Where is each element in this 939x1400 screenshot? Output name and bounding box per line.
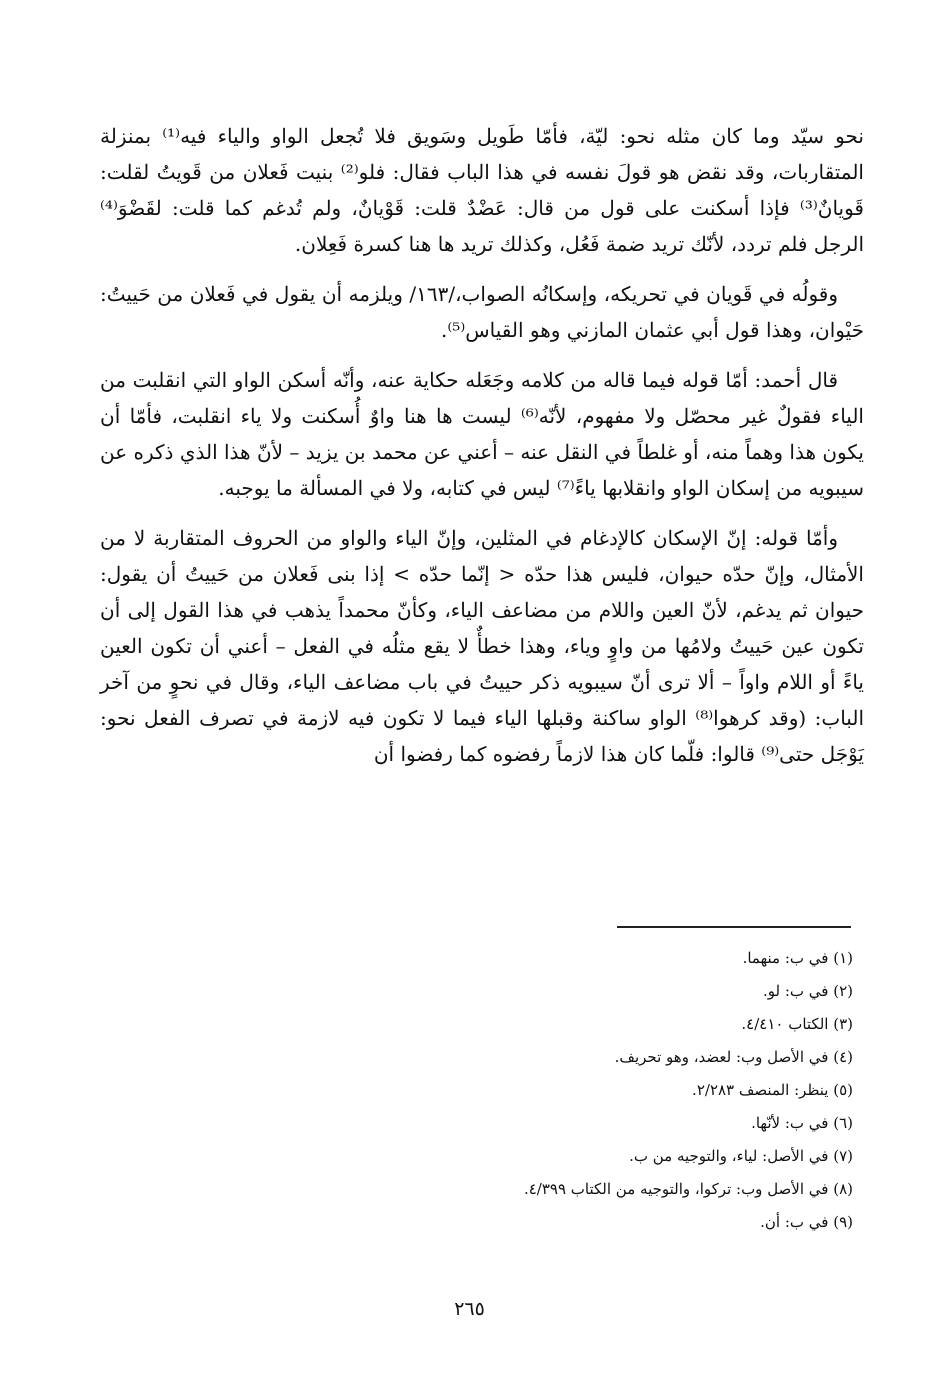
footnote-9: (٩) في ب: أن. [760, 1213, 853, 1231]
paragraph-2: وقولُه في قَويان في تحريكه، وإسكانُه الصواب،/١٦٣/ ويلزمه أن يقول في فَعلان من حَييتُ: حَيْوان، وهذا قول أبي عثمان المازني وهو القياس⁽⁵⁾. [100, 282, 864, 342]
footnote-8: (٨) في الأصل وب: تركوا، والتوجيه من الكتاب ٤/٣٩٩. [523, 1180, 853, 1198]
footnote-6: (٦) في ب: لأنّها. [751, 1114, 853, 1132]
footnote-4: (٤) في الأصل وب: لعضد، وهو تحريف. [614, 1048, 853, 1066]
paragraph-1: نحو سيّد وما كان مثله نحو: ليّة، فأمّا طَويل وسَويق فلا تُجعل الواو والياء فيه⁽¹⁾ بمنزلة المتقاربات، وقد نقض هو قولَ نفسه في هذا الباب فقال: فلو⁽²⁾ بنيت فَعلان من قَويتُ لقلت: قَويانٌ⁽³⁾ فإذا أسكنت على قول من قال: عَضْدٌ قلت: قَوْيانٌ، ولم تُدغم كما قلت: لقَضْوَ⁽⁴⁾ الرجل فلم تردد، لأنّك تريد ضمة فَعُل، وكذلك تريد ها هنا كسرة فَعِلان. [100, 124, 864, 256]
paragraph-3: قال أحمد: أمّا قوله فيما قاله من كلامه وجَعَله حكاية عنه، وأنّه أسكن الواو التي انقلبت من الياء فقولٌ غير محصّل ولا مفهوم، لأنّه⁽⁶⁾ ليست ها هنا واوٌ أُسكنت ولا ياء انقلبت، فأمّا أن يكون هذا وهماً منه، أو غلطاً في النقل عنه – أعني عن محمد بن يزيد – لأنّ هذا الذي ذكره عن سيبويه من إسكان الواو وانقلابها ياءً⁽⁷⁾ ليس في كتابه، ولا في المسألة ما يوجبه. [100, 368, 864, 500]
footnotes-list [333, 942, 853, 1239]
footnote-divider [617, 926, 851, 928]
footnote-5: (٥) ينظر: المنصف ٢/٢٨٣. [692, 1081, 853, 1099]
footnote-1: (١) في ب: منهما. [742, 949, 853, 967]
main-text [100, 118, 864, 786]
paragraph-4: وأمّا قوله: إنّ الإسكان كالإدغام في المثلين، وإنّ الياء والواو من الحروف المتقاربة لا من الأمثال، وإنّ حدّه حيوان، فليس هذا حدّه < إنّما حدّه > إذا بنى فَعلان من حَييتُ أن يقول: حيوان ثم يدغم، لأنّ العين واللام من مضاعف الياء، وكأنّ محمداً يذهب في هذا القول إلى أن تكون عين حَييتُ ولامُها من واوٍ وياء، وهذا خطأٌ لا يقع مثلُه في الفعل – أعني أن تكون العين ياءً أو اللام واواً – ألا ترى أنّ سيبويه ذكر حييتُ في باب مضاعف الياء، وقال في نحوٍ من آخر الباب: (وقد كرهوا⁽⁸⁾ الواو ساكنة وقبلها الياء فيما لا تكون فيه لازمة في تصرف الفعل نحو: يَوْجَل حتى⁽⁹⁾ قالوا: فلّما كان هذا لازماً رفضوه كما رفضوا أن [100, 526, 864, 766]
footnote-2: (٢) في ب: لو. [762, 982, 853, 1000]
footnote-7: (٧) في الأصل: لياء، والتوجيه من ب. [629, 1147, 853, 1165]
page-number: ٢٦٥ [454, 1298, 485, 1320]
footnote-3: (٣) الكتاب ٤/٤١٠. [741, 1015, 853, 1033]
